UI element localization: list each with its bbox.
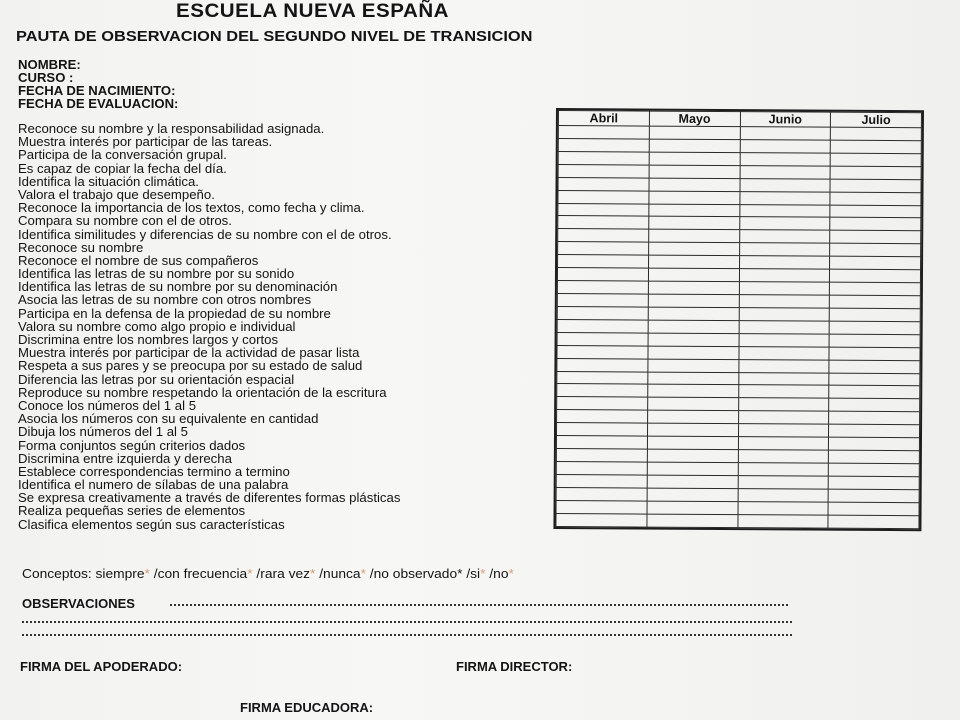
form-subtitle: PAUTA DE OBSERVACION DEL SEGUNDO NIVEL DE TRANSICION — [16, 29, 533, 45]
grid-cell[interactable] — [829, 437, 920, 450]
grid-cell[interactable] — [738, 463, 829, 476]
concepts-legend — [22, 566, 514, 581]
grid-cell[interactable] — [829, 463, 920, 476]
grid-cell[interactable] — [828, 502, 919, 515]
grid-cell[interactable] — [647, 514, 738, 528]
star-mark: * — [480, 566, 486, 581]
criterion-item: Compara su nombre con el de otros. — [18, 213, 232, 229]
grid-cell[interactable] — [556, 474, 647, 487]
criterion-item: Participa en la defensa de la propiedad de su nombre — [18, 305, 331, 321]
grid-cell[interactable] — [649, 217, 740, 230]
grid-cell[interactable] — [647, 385, 738, 398]
grid-cell[interactable] — [647, 436, 738, 449]
grid-cell[interactable] — [648, 242, 739, 255]
grid-cell[interactable] — [647, 423, 738, 436]
criterion-item: Discrimina entre los nombres largos y cortos — [18, 332, 279, 347]
grid-cell[interactable] — [558, 229, 649, 242]
grid-cell[interactable] — [647, 488, 738, 501]
criterion-item: Identifica las letras de su nombre por su denominación — [18, 279, 338, 295]
grid-cell[interactable] — [558, 190, 649, 203]
criterion-item: Identifica la situación climática. — [18, 173, 199, 189]
grid-cell[interactable] — [557, 293, 648, 306]
grid-cell[interactable] — [828, 515, 919, 529]
concept-no-observado: /no observado — [365, 566, 458, 581]
grid-cell[interactable] — [649, 165, 740, 178]
grid-cell[interactable] — [830, 179, 921, 192]
grid-cell[interactable] — [739, 243, 830, 256]
grid-cell[interactable] — [829, 399, 920, 412]
grid-cell[interactable] — [558, 242, 649, 255]
grid-cell[interactable] — [829, 373, 920, 386]
field-curso: CURSO : — [18, 71, 74, 85]
grid-cell[interactable] — [557, 332, 648, 345]
grid-cell[interactable] — [647, 475, 738, 488]
grid-cell[interactable] — [558, 216, 649, 229]
grid-cell[interactable] — [557, 384, 648, 397]
grid-cell[interactable] — [740, 140, 831, 153]
grid-cell[interactable] — [558, 126, 649, 139]
grid-cell[interactable] — [828, 476, 919, 489]
criterion-item: Identifica similitudes y diferencias de su nombre con el de otros. — [18, 226, 392, 242]
grid-cell[interactable] — [557, 306, 648, 319]
grid-cell[interactable] — [556, 500, 647, 513]
concept-siempre: Conceptos: siempre — [22, 566, 145, 581]
grid-cell[interactable] — [738, 476, 829, 489]
grid-cell[interactable] — [647, 397, 738, 410]
grid-cell[interactable] — [647, 410, 738, 423]
star-mark: * — [457, 566, 463, 581]
grid-cell[interactable] — [648, 294, 739, 307]
student-info — [18, 58, 179, 111]
grid-cell[interactable] — [738, 501, 829, 514]
criterion-item: Dibuja los números del 1 al 5 — [18, 424, 188, 440]
grid-cell[interactable] — [739, 191, 830, 204]
criterion-item: Establece correspondencias termino a termino — [18, 463, 290, 479]
grid-cell[interactable] — [649, 152, 740, 165]
grid-cell[interactable] — [556, 436, 647, 449]
firma-director-label: FIRMA DIRECTOR: — [456, 659, 573, 674]
grid-cell[interactable] — [558, 138, 649, 151]
grid-cell[interactable] — [648, 255, 739, 268]
star-mark: * — [360, 566, 366, 581]
criterion-item: Reconoce el nombre de sus compañeros — [18, 252, 259, 268]
grid-cell[interactable] — [557, 319, 648, 332]
grid-cell[interactable] — [648, 281, 739, 294]
grid-cell[interactable] — [557, 358, 648, 371]
grid-cell[interactable] — [557, 345, 648, 358]
star-mark: * — [310, 566, 316, 581]
firma-apoderado-label: FIRMA DEL APODERADO: — [20, 659, 183, 674]
criterion-item: Muestra interés por participar de las tareas. — [18, 134, 273, 150]
criterion-item: Conoce los números del 1 al 5 — [18, 397, 197, 413]
school-title: ESCUELA NUEVA ESPAÑA — [176, 1, 450, 22]
criterion-item: Participa de la conversación grupal. — [18, 147, 227, 163]
grid-cell[interactable] — [740, 127, 831, 140]
criterion-item: Muestra interés por participar de la actividad de pasar lista — [18, 345, 360, 361]
criterion-item: Identifica las letras de su nombre por su sonido — [18, 266, 295, 282]
criterion-item: Reconoce la importancia de los textos, como fecha y clima. — [18, 200, 365, 216]
grid-cell[interactable] — [556, 423, 647, 436]
table-row — [556, 513, 919, 529]
grid-cell[interactable] — [830, 192, 921, 205]
grid-cell[interactable] — [648, 268, 739, 281]
grid-cell[interactable] — [737, 514, 828, 528]
observaciones-line — [22, 634, 792, 636]
month-header: Abril — [558, 111, 649, 127]
grid-cell[interactable] — [830, 205, 921, 218]
grid-cell[interactable] — [739, 333, 830, 346]
grid-cell[interactable] — [649, 178, 740, 191]
star-mark: * — [144, 566, 150, 581]
grid-cell[interactable] — [830, 295, 921, 308]
grid-cell[interactable] — [739, 320, 830, 333]
grid-cell[interactable] — [739, 256, 830, 269]
grid-cell[interactable] — [738, 424, 829, 437]
grid-cell[interactable] — [649, 126, 740, 139]
grid-cell[interactable] — [738, 488, 829, 501]
grid-cell[interactable] — [557, 268, 648, 281]
grid-cell[interactable] — [830, 269, 921, 282]
grid-cell[interactable] — [740, 165, 831, 178]
grid-cell[interactable] — [558, 255, 649, 268]
grid-cell[interactable] — [829, 386, 920, 399]
grid-cell[interactable] — [830, 166, 921, 179]
criteria-list — [18, 121, 401, 532]
grid-cell[interactable] — [738, 411, 829, 424]
grid-cell[interactable] — [557, 410, 648, 423]
grid-cell[interactable] — [648, 307, 739, 320]
evaluation-grid — [553, 108, 924, 531]
grid-cell[interactable] — [557, 281, 648, 294]
criterion-item: Forma conjuntos según criterios dados — [18, 437, 246, 453]
criterion-item: Realiza pequeñas series de elementos — [18, 503, 246, 519]
grid-cell[interactable] — [648, 346, 739, 359]
grid-cell[interactable] — [739, 178, 830, 191]
field-nombre: NOMBRE: — [18, 58, 81, 72]
grid-cell[interactable] — [738, 450, 829, 463]
criterion-item: Reconoce su nombre — [18, 239, 144, 255]
grid-cell[interactable] — [830, 140, 921, 153]
grid-cell[interactable] — [829, 360, 920, 373]
grid-cell[interactable] — [830, 153, 921, 166]
grid-cell[interactable] — [829, 424, 920, 437]
grid-cell[interactable] — [647, 449, 738, 462]
grid-cell[interactable] — [830, 282, 921, 295]
criterion-item: Discrimina entre izquierda y derecha — [18, 450, 232, 466]
criterion-item: Valora el trabajo que desempeño. — [18, 186, 215, 202]
grid-cell[interactable] — [648, 333, 739, 346]
grid-cell[interactable] — [648, 229, 739, 242]
grid-cell[interactable] — [739, 282, 830, 295]
criterion-item: Se expresa creativamente a través de diferentes formas plásticas — [18, 490, 401, 506]
month-header: Junio — [740, 112, 831, 128]
grid-cell[interactable] — [830, 256, 921, 269]
grid-cell[interactable] — [830, 231, 921, 244]
grid-cell[interactable] — [649, 191, 740, 204]
grid-cell[interactable] — [829, 308, 920, 321]
observaciones-line — [170, 604, 788, 606]
grid-cell[interactable] — [740, 152, 831, 165]
firma-educadora-label: FIRMA EDUCADORA: — [240, 700, 374, 715]
grid-cell[interactable] — [830, 218, 921, 231]
grid-cell[interactable] — [648, 372, 739, 385]
grid-cell[interactable] — [738, 346, 829, 359]
field-fecha-evaluacion: FECHA DE EVALUACION: — [18, 97, 179, 111]
grid-cell[interactable] — [556, 449, 647, 462]
grid-cell[interactable] — [558, 151, 649, 164]
grid-cell[interactable] — [647, 462, 738, 475]
concept-con-frecuencia: /con frecuencia — [149, 566, 248, 581]
observaciones-label: OBSERVACIONES — [22, 596, 135, 611]
field-fecha-nacimiento: FECHA DE NACIMIENTO: — [18, 84, 176, 98]
criterion-item: Reproduce su nombre respetando la orientación de la escritura — [18, 384, 387, 400]
grid-cell[interactable] — [556, 513, 647, 527]
grid-cell[interactable] — [831, 127, 922, 140]
grid-cell[interactable] — [828, 489, 919, 502]
grid-cell[interactable] — [739, 269, 830, 282]
grid-cell[interactable] — [556, 487, 647, 500]
star-mark: * — [508, 566, 514, 581]
grid-cell[interactable] — [556, 461, 647, 474]
grid-cell[interactable] — [739, 230, 830, 243]
criterion-item: Reconoce su nombre y la responsabilidad asignada. — [18, 121, 325, 136]
grid-cell[interactable] — [829, 334, 920, 347]
criterion-item: Identifica el numero de sílabas de una palabra — [18, 477, 289, 493]
grid-cell[interactable] — [558, 164, 649, 177]
grid-cell[interactable] — [829, 450, 920, 463]
grid-cell[interactable] — [558, 177, 649, 190]
grid-cell[interactable] — [739, 295, 830, 308]
grid-cell[interactable] — [557, 397, 648, 410]
grid-cell[interactable] — [647, 501, 738, 514]
criterion-item: Valora su nombre como algo propio e individual — [18, 318, 296, 334]
grid-cell[interactable] — [739, 204, 830, 217]
grid-cell[interactable] — [738, 359, 829, 372]
grid-cell[interactable] — [648, 359, 739, 372]
grid-cell[interactable] — [739, 217, 830, 230]
grid-cell[interactable] — [649, 204, 740, 217]
grid-cell[interactable] — [558, 203, 649, 216]
grid-cell[interactable] — [739, 308, 830, 321]
star-mark: * — [247, 566, 253, 581]
criterion-item: Asocia los números con su equivalente en cantidad — [18, 411, 319, 427]
month-header: Julio — [831, 112, 922, 128]
concept-si: /si — [462, 566, 481, 581]
grid-cell[interactable] — [829, 411, 920, 424]
observaciones-line — [22, 621, 792, 623]
grid-cell[interactable] — [830, 243, 921, 256]
concept-rara-vez: /rara vez — [252, 566, 311, 581]
grid-cell[interactable] — [738, 372, 829, 385]
grid-cell[interactable] — [649, 139, 740, 152]
grid-cell[interactable] — [738, 385, 829, 398]
month-header: Mayo — [649, 111, 740, 127]
grid-cell[interactable] — [738, 437, 829, 450]
grid-cell[interactable] — [557, 371, 648, 384]
criterion-item: Diferencia las letras por su orientación espacial — [18, 371, 295, 387]
grid-cell[interactable] — [738, 398, 829, 411]
criterion-item: Clasifica elementos según sus características — [18, 516, 285, 532]
criterion-item: Respeta a sus pares y se preocupa por su estado de salud — [18, 358, 363, 374]
grid-cell[interactable] — [829, 347, 920, 360]
grid-cell[interactable] — [648, 320, 739, 333]
concept-nunca: /nunca — [315, 566, 361, 581]
grid-cell[interactable] — [829, 321, 920, 334]
criterion-item: Asocia las letras de su nombre con otros nombres — [18, 292, 312, 308]
criterion-item: Es capaz de copiar la fecha del día. — [18, 160, 227, 176]
concept-no: /no — [485, 566, 509, 581]
